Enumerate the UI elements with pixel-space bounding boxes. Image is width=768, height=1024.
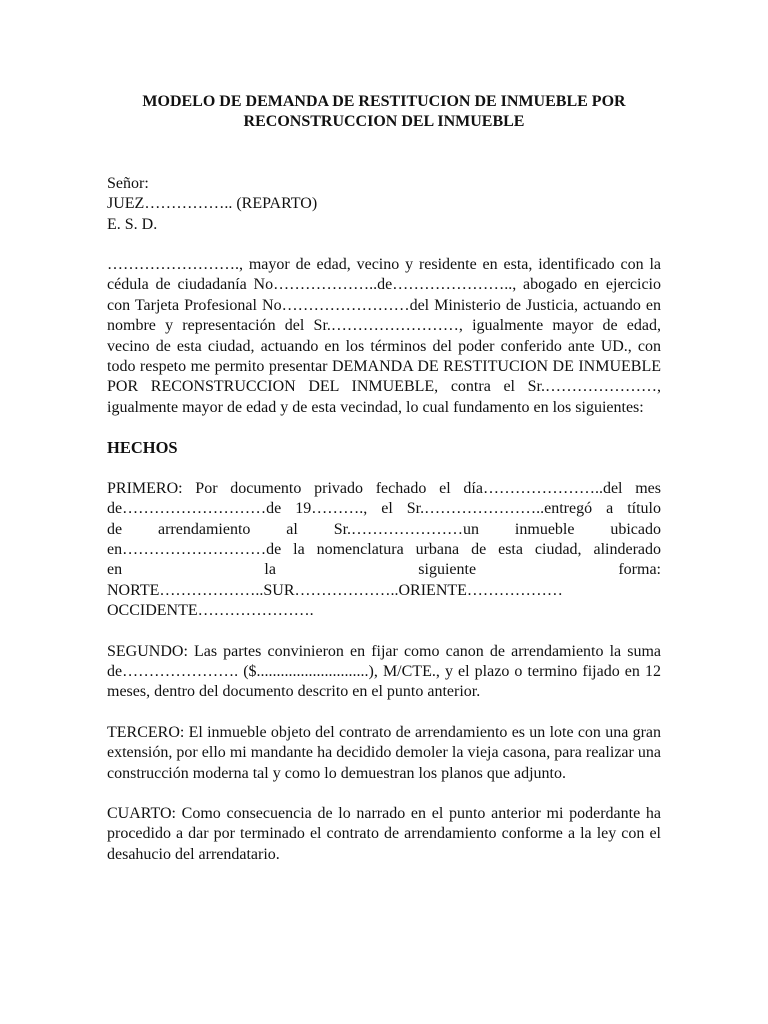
fact-primero-line: NORTE………………..SUR………………..ORIENTE………………	[107, 581, 563, 599]
document-page	[107, 92, 661, 865]
fact-primero-line: en………………………de la nomenclatura urbana de esta ciudad, alinderado	[107, 540, 661, 558]
fact-cuarto: CUARTO: Como consecuencia de lo narrado en el punto anterior mi poderdante ha procedido a dar por terminado el contrato de arrendamiento conforme a la ley con el desahucio del arrendatario.	[107, 804, 661, 863]
document-title	[107, 92, 661, 133]
fact-tercero: TERCERO: El inmueble objeto del contrato de arrendamiento es un lote con una gran extensión, por ello mi mandante ha decidido demoler la vieja casona, para realizar una construcción moderna tal y como lo demuestran los planos que adjunto.	[107, 723, 661, 782]
fact-primero-line: de………………………de 19………., el Sr.…………………..entregó a título	[107, 500, 661, 518]
title-line-1: MODELO DE DEMANDA DE RESTITUCION DE INMUEBLE POR	[142, 93, 626, 110]
title-line-2: RECONSTRUCCION DEL INMUEBLE	[243, 113, 525, 131]
intro-paragraph: ……………………., mayor de edad, vecino y residente en esta, identificado con la cédula de ciudadanía No………………..de………………….., abogado en ejercicio con Tarjeta Profesional No……………………del Ministerio de Justicia, actuando en nombre y representación del Sr.……………………, igualmente mayor de edad, vecino de esta ciudad, actuando en los términos del poder conferido ante UD., con todo respeto me permito presentar DEMANDA DE RESTITUCION DE INMUEBLE POR RECONSTRUCCION DEL INMUEBLE, contra el Sr.…………………, igualmente mayor de edad y de esta vecindad, lo cual fundamento en los siguientes:	[107, 256, 661, 416]
addressee-judge: JUEZ…………….. (REPARTO)	[107, 195, 318, 213]
section-heading-hechos: HECHOS	[107, 438, 178, 458]
fact-primero-line: en la siguiente forma:	[107, 561, 661, 579]
fact-primero-line: OCCIDENTE………………….	[107, 602, 314, 620]
fact-primero-line: PRIMERO: Por documento privado fechado el día…………………..del mes	[107, 479, 661, 497]
addressee-block	[107, 174, 661, 235]
addressee-salutation: Señor:	[107, 174, 149, 192]
addressee-esd: E. S. D.	[107, 215, 158, 233]
fact-primero-line: de arrendamiento al Sr.…………………un inmueble ubicado	[107, 520, 661, 538]
fact-primero	[107, 479, 661, 622]
fact-segundo: SEGUNDO: Las partes convinieron en fijar como canon de arrendamiento la suma de…………………. ($............................), M/CTE., y el plazo o termino fijado en 12 meses, dentro del documento descrito en el punto anterior.	[107, 642, 661, 701]
